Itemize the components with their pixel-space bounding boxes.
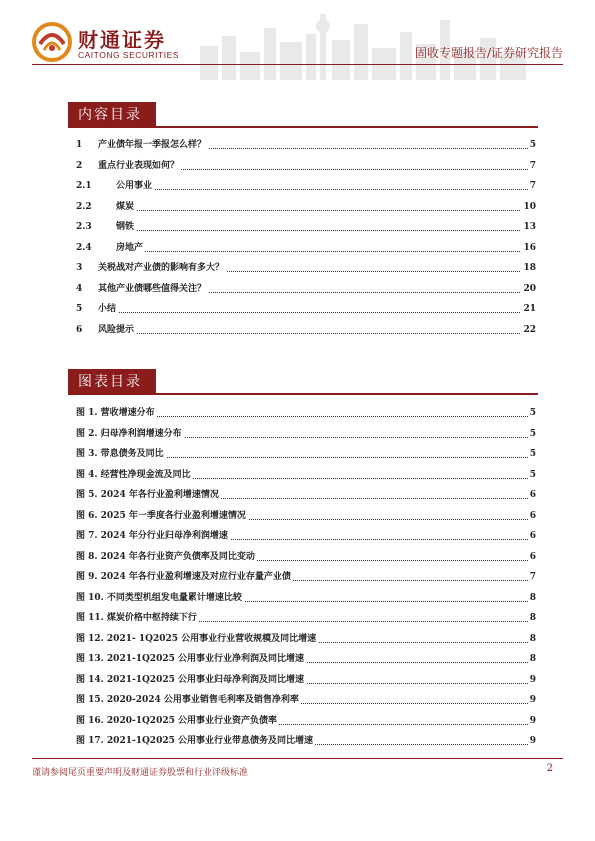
figure-entry-label: 图 5. 2024 年各行业盈利增速情况 [76,490,219,500]
toc-entry-number: 2.1 [76,181,92,191]
figure-entry-label: 图 9. 2024 年各行业盈利增速及对应行业存量产业债 [76,572,291,582]
toc-entry-number: 2 [76,160,83,171]
page-header [0,0,595,80]
toc-entry[interactable] [68,282,538,296]
figure-entry-page: 9 [529,715,536,726]
toc-entry[interactable] [68,200,538,214]
toc-entry-page: 10 [523,201,536,212]
figure-entry[interactable] [68,591,538,605]
figure-entry[interactable] [68,468,538,482]
company-name-en: CAITONG SECURITIES [78,50,179,60]
toc-entry-page: 13 [523,222,536,232]
figure-entry-label: 图 13. 2021-1Q2025 公用事业行业净利润及同比增速 [76,654,304,664]
figure-entry[interactable] [68,693,538,707]
toc-entry[interactable] [68,323,538,337]
figures-title-rule [68,393,538,395]
city-skyline-icon [190,6,540,80]
toc-entry-label: 关税战对产业债的影响有多大？ [98,263,225,273]
figure-entry-page: 8 [529,654,536,664]
figure-entry-label: 图 16. 2020-1Q2025 公用事业行业资产负债率 [76,715,277,726]
figure-entry-label: 图 15. 2020-2024 公用事业销售毛利率及销售净利率 [76,695,299,705]
footer-disclaimer: 谨请参阅尾页重要声明及财通证券股票和行业评级标准 [32,768,249,778]
toc-entry-label: 产业债年报一季报怎么样？ [98,140,207,150]
figure-entry[interactable] [68,611,538,625]
figure-entry[interactable] [68,570,538,584]
figure-entry-page: 5 [529,469,536,480]
toc-entry-number: 3 [76,263,83,273]
toc-leader-dots [116,189,534,190]
contents-title-rule [68,126,538,128]
footer-divider [32,758,563,759]
figure-entry[interactable] [68,632,538,646]
page-number: 2 [546,763,553,774]
figures-list [68,406,538,751]
figure-entry-page: 9 [529,695,536,705]
figure-entry-page: 7 [529,572,536,582]
figure-entry-label: 图 6. 2025 年一季度各行业盈利增速情况 [76,510,246,521]
figure-entry[interactable] [68,406,538,420]
toc-entry[interactable] [68,179,538,193]
figure-entry[interactable] [68,509,538,523]
toc-leader-dots [98,333,534,334]
figure-entry-page: 8 [529,613,536,623]
figure-entry-label: 图 8. 2024 年各行业资产负债率及同比变动 [76,551,255,562]
figure-entry[interactable] [68,488,538,502]
figure-entry[interactable] [68,652,538,666]
toc-leader-dots [98,312,534,313]
toc-entry-label: 小结 [98,304,117,314]
header-divider [32,64,563,65]
figure-entry-page: 5 [529,408,536,418]
toc-entry-number: 5 [76,304,83,314]
company-logo [32,22,182,66]
figure-entry-label: 图 10. 不同类型机组发电量累计增速比较 [76,592,242,603]
figure-entry-page: 5 [529,449,536,459]
figures-section [68,369,538,395]
toc-entry-number: 2.4 [76,242,92,253]
toc-leader-dots [116,251,534,252]
toc-entry-label: 房地产 [116,242,144,253]
figure-entry-page: 6 [529,531,536,541]
figure-entry-page: 6 [529,551,536,562]
toc-entry-page: 7 [529,181,536,191]
figure-entry[interactable] [68,427,538,441]
toc-entry-page: 21 [523,304,536,314]
figure-entry[interactable] [68,550,538,564]
figure-entry-label: 图 11. 煤炭价格中枢持续下行 [76,613,197,623]
toc-entry[interactable] [68,302,538,316]
toc-entry[interactable] [68,159,538,173]
figure-entry-page: 6 [529,490,536,500]
toc-leader-dots [116,230,534,231]
figure-entry-page: 8 [529,592,536,603]
caitong-logo-icon [32,22,72,62]
figure-entry-page: 9 [529,674,536,685]
figure-entry[interactable] [68,447,538,461]
figure-entry-page: 9 [529,736,536,746]
toc-entry-label: 公用事业 [116,181,153,191]
toc-entry-page: 18 [523,263,536,273]
figure-entry-page: 8 [529,633,536,644]
figure-entry-page: 5 [529,428,536,439]
toc-entry-number: 1 [76,140,83,150]
toc-entry-label: 煤炭 [116,201,135,212]
report-type-label: 固收专题报告/证券研究报告 [414,46,563,60]
toc-entry-label: 重点行业表现如何？ [98,160,180,171]
toc-entry-page: 20 [523,283,536,294]
toc-entry-number: 2.3 [76,222,92,232]
toc-entry[interactable] [68,138,538,152]
contents-title: 内容目录 [68,102,156,128]
figure-entry-label: 图 1. 营收增速分布 [76,408,155,418]
toc-entry-page: 22 [523,324,536,335]
figure-entry[interactable] [68,529,538,543]
toc-entry-label: 风险提示 [98,324,135,335]
figure-entry-label: 图 4. 经营性净现金流及同比 [76,469,191,480]
toc-entry-label: 其他产业债哪些值得关注？ [98,283,207,294]
figure-entry-label: 图 14. 2021-1Q2025 公用事业归母净利润及同比增速 [76,674,304,685]
figures-title: 图表目录 [68,369,156,395]
figure-entry[interactable] [68,673,538,687]
figure-entry-label: 图 12. 2021- 1Q2025 公用事业行业营收规模及同比增速 [76,633,317,644]
figure-entry-label: 图 7. 2024 年分行业归母净利润增速 [76,531,228,541]
figure-entry-label: 图 3. 带息债务及同比 [76,449,164,459]
toc-entry-page: 7 [529,160,536,171]
toc-entry-number: 2.2 [76,201,92,212]
contents-heading [68,102,538,128]
figures-heading [68,369,538,395]
company-name-cn: 财通证券 [78,28,166,52]
figure-entry[interactable] [68,714,538,728]
contents-section [68,102,538,128]
figure-entry-label: 图 2. 归母净利润增速分布 [76,428,182,439]
figure-entry[interactable] [68,734,538,748]
toc-entry[interactable] [68,220,538,234]
toc-entry-page: 5 [529,140,536,150]
toc-entry[interactable] [68,241,538,255]
toc-entry-number: 6 [76,324,83,335]
toc-entry-label: 钢铁 [116,222,135,232]
figure-entry-page: 6 [529,510,536,521]
toc-leader-dots [116,210,534,211]
toc-entry-page: 16 [523,242,536,253]
figure-entry-label: 图 17. 2021-1Q2025 公用事业行业带息债务及同比增速 [76,736,313,746]
toc-entry-number: 4 [76,283,83,294]
toc-entry[interactable] [68,261,538,275]
contents-list [68,138,538,338]
